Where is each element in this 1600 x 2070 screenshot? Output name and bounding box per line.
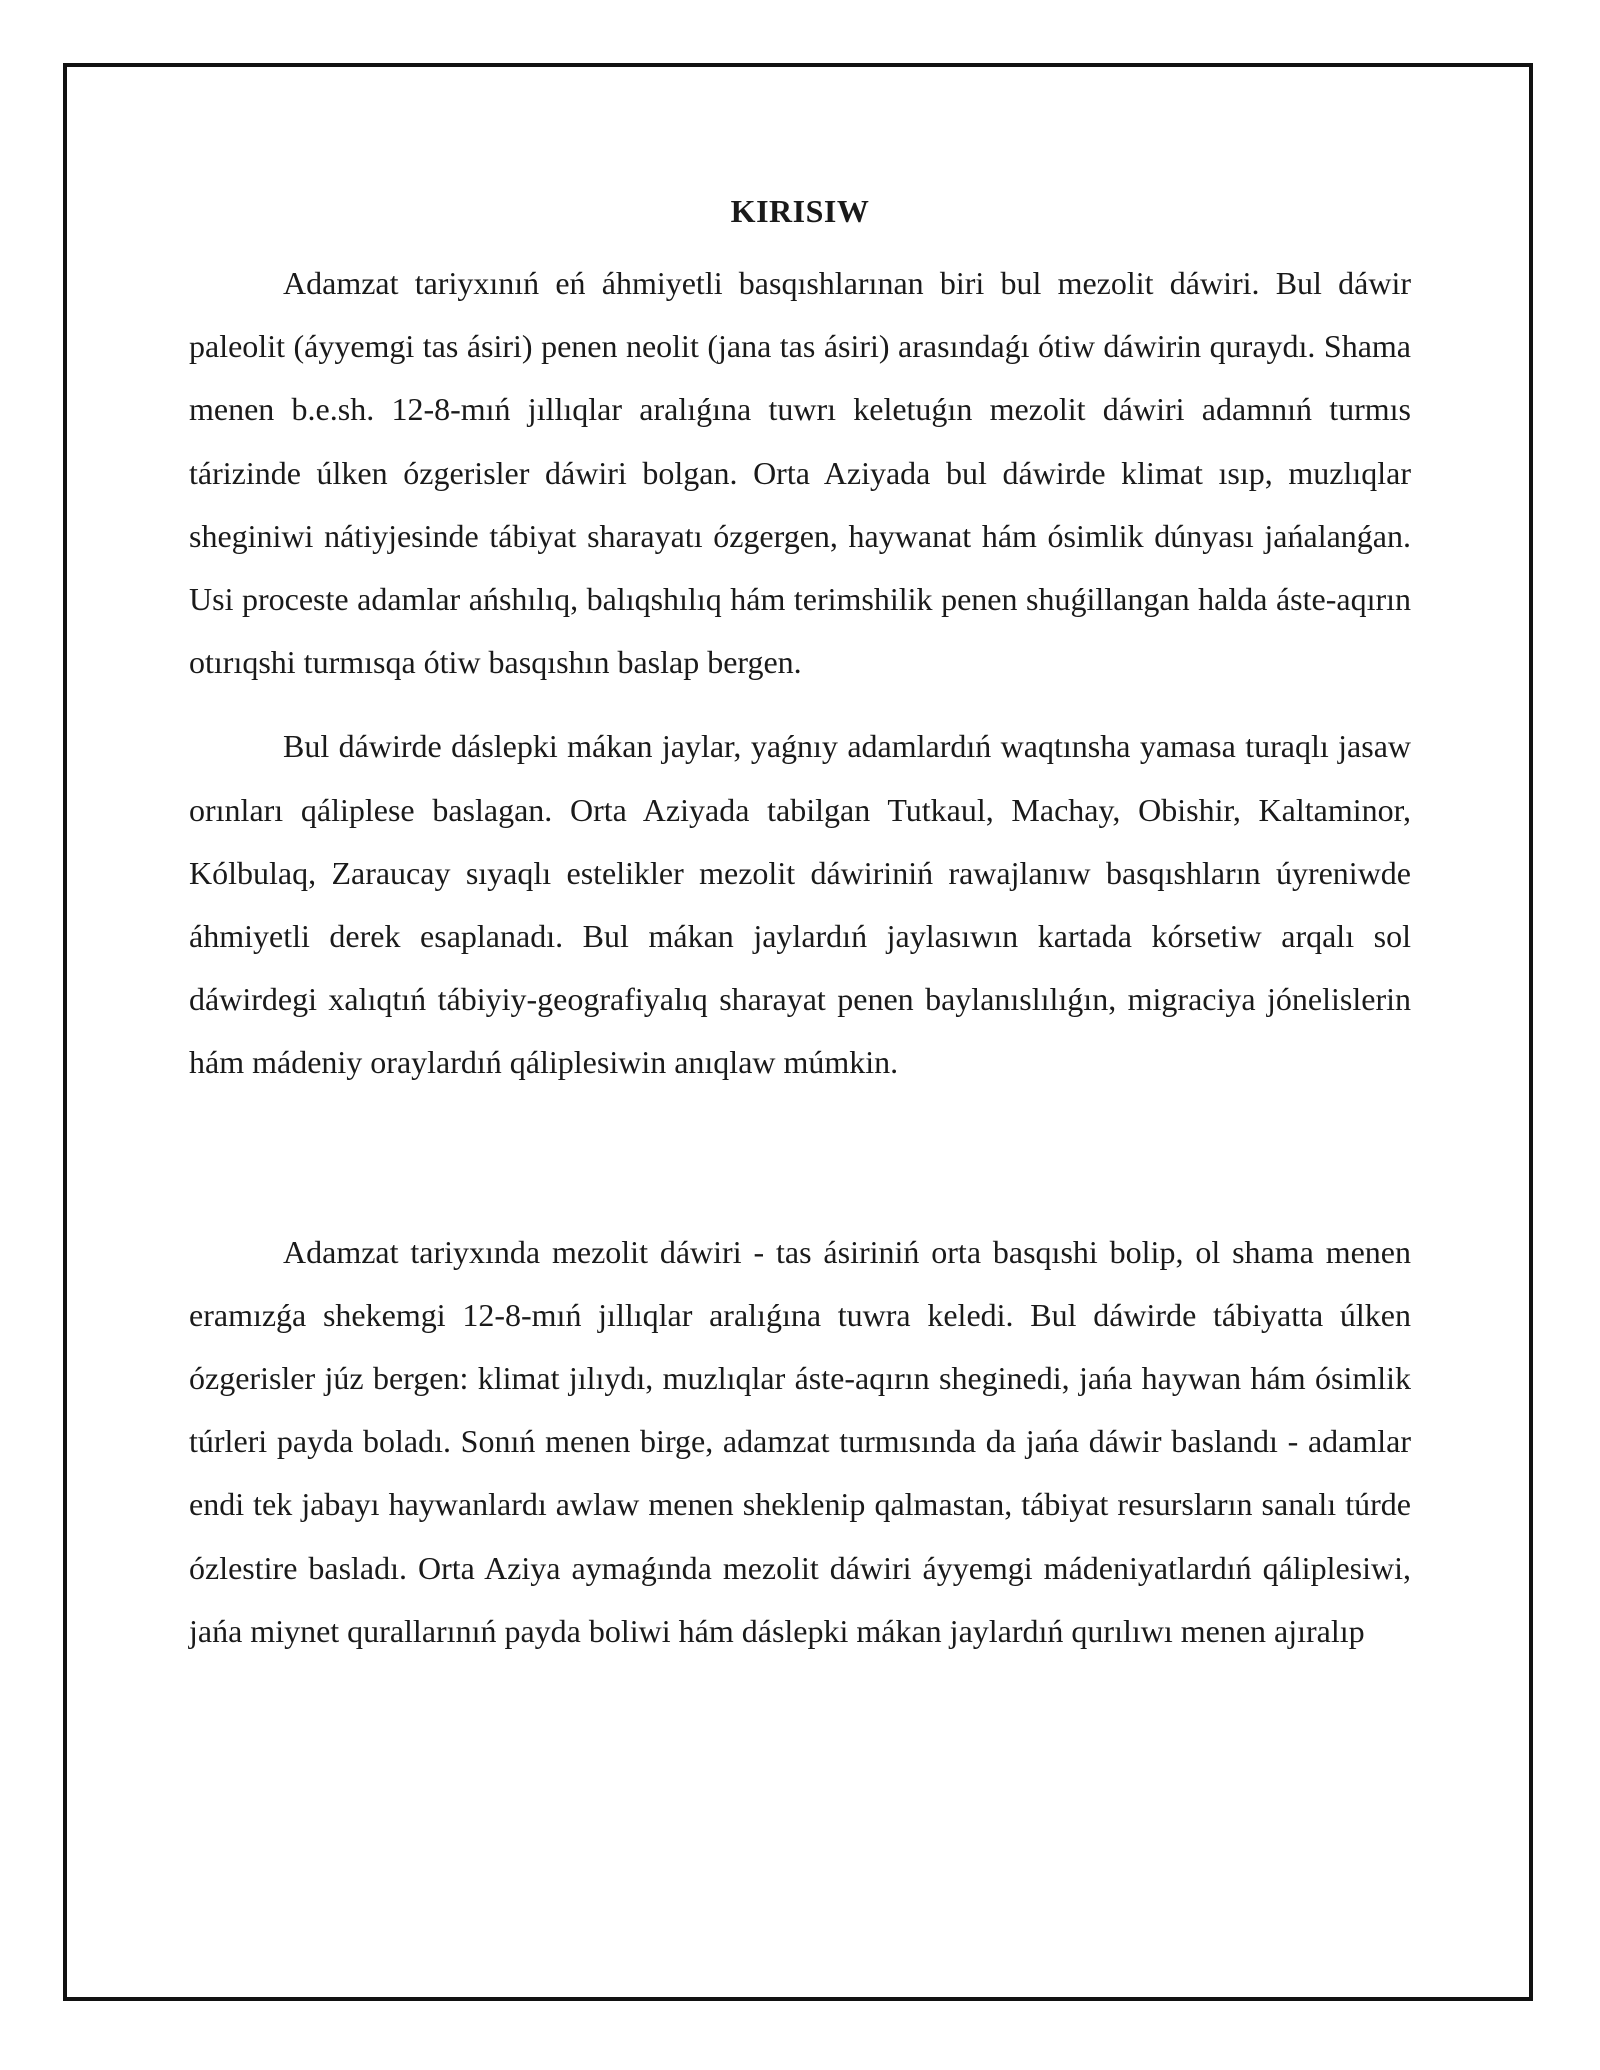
paragraph-2: Bul dáwirde dáslepki mákan jaylar, yaǵnıy adamlardıń waqtınsha yamasa turaqlı jasaw orınları qáliplese baslagan. Orta Aziyada tabilgan Tutkaul, Machay, Obishir, Kaltaminor, Kólbulaq, Zaraucay sıyaqlı estelikler mezolit dáwiriniń rawajlanıw basqıshların úyreniwde áhmiyetli derek esaplanadı. Bul mákan jaylardıń jaylasıwın kartada kórsetiw arqalı sol dáwirdegi xalıqtıń tábiyiy-geografiyalıq sharayat penen baylanıslılıǵın, migraciya jónelislerin hám mádeniy oraylardıń qáliplesiwin anıqlaw múmkin.	[189, 728, 1411, 1081]
document-title: KIRISIW	[730, 193, 870, 229]
paragraph-3: Adamzat tariyxında mezolit dáwiri - tas ásiriniń orta basqıshi bolip, ol shama menen eramızǵa shekemgi 12-8-mıń jıllıqlar aralıǵına tuwra keledi. Bul dáwirde tábiyatta úlken ózgerisler júz bergen: klimat jılıydı, muzlıqlar áste-aqırın sheginedi, jańa haywan hám ósimlik túrleri payda boladı. Sonıń menen birge, adamzat turmısında da jańa dáwir baslandı - adamlar endi tek jabayı haywanlardı awlaw menen sheklenip qalmastan, tábiyat resursların sanalı túrde ózlestire basladı. Orta Aziya aymaǵında mezolit dáwiri áyyemgi mádeniyatlardıń qáliplesiwi, jańa miynet qurallarınıń payda boliwi hám dáslepki mákan jaylardıń qurılıwı menen ajıralıp	[189, 1233, 1411, 1649]
paragraph-1: Adamzat tariyxınıń eń áhmiyetli basqıshlarınan biri bul mezolit dáwiri. Bul dáwir paleolit (áyyemgi tas ásiri) penen neolit (jana tas ásiri) arasındaǵı ótiw dáwirin quraydı. Shama menen b.e.sh. 12-8-mıń jıllıqlar aralıǵına tuwrı keletuǵın mezolit dáwiri adamnıń turmıs tárizinde úlken ózgerisler dáwiri bolgan. Orta Aziyada bul dáwirde klimat ısıp, muzlıqlar sheginiwi nátiyjesinde tábiyat sharayatı ózgergen, haywanat hám ósimlik dúnyası jańalanǵan. Usi proceste adamlar ańshılıq, balıqshılıq hám terimshilik penen shuǵillangan halda áste-aqırın otırıqshi turmısqa ótiw basqıshın baslap bergen.	[189, 265, 1411, 681]
document-body	[189, 186, 1411, 1663]
